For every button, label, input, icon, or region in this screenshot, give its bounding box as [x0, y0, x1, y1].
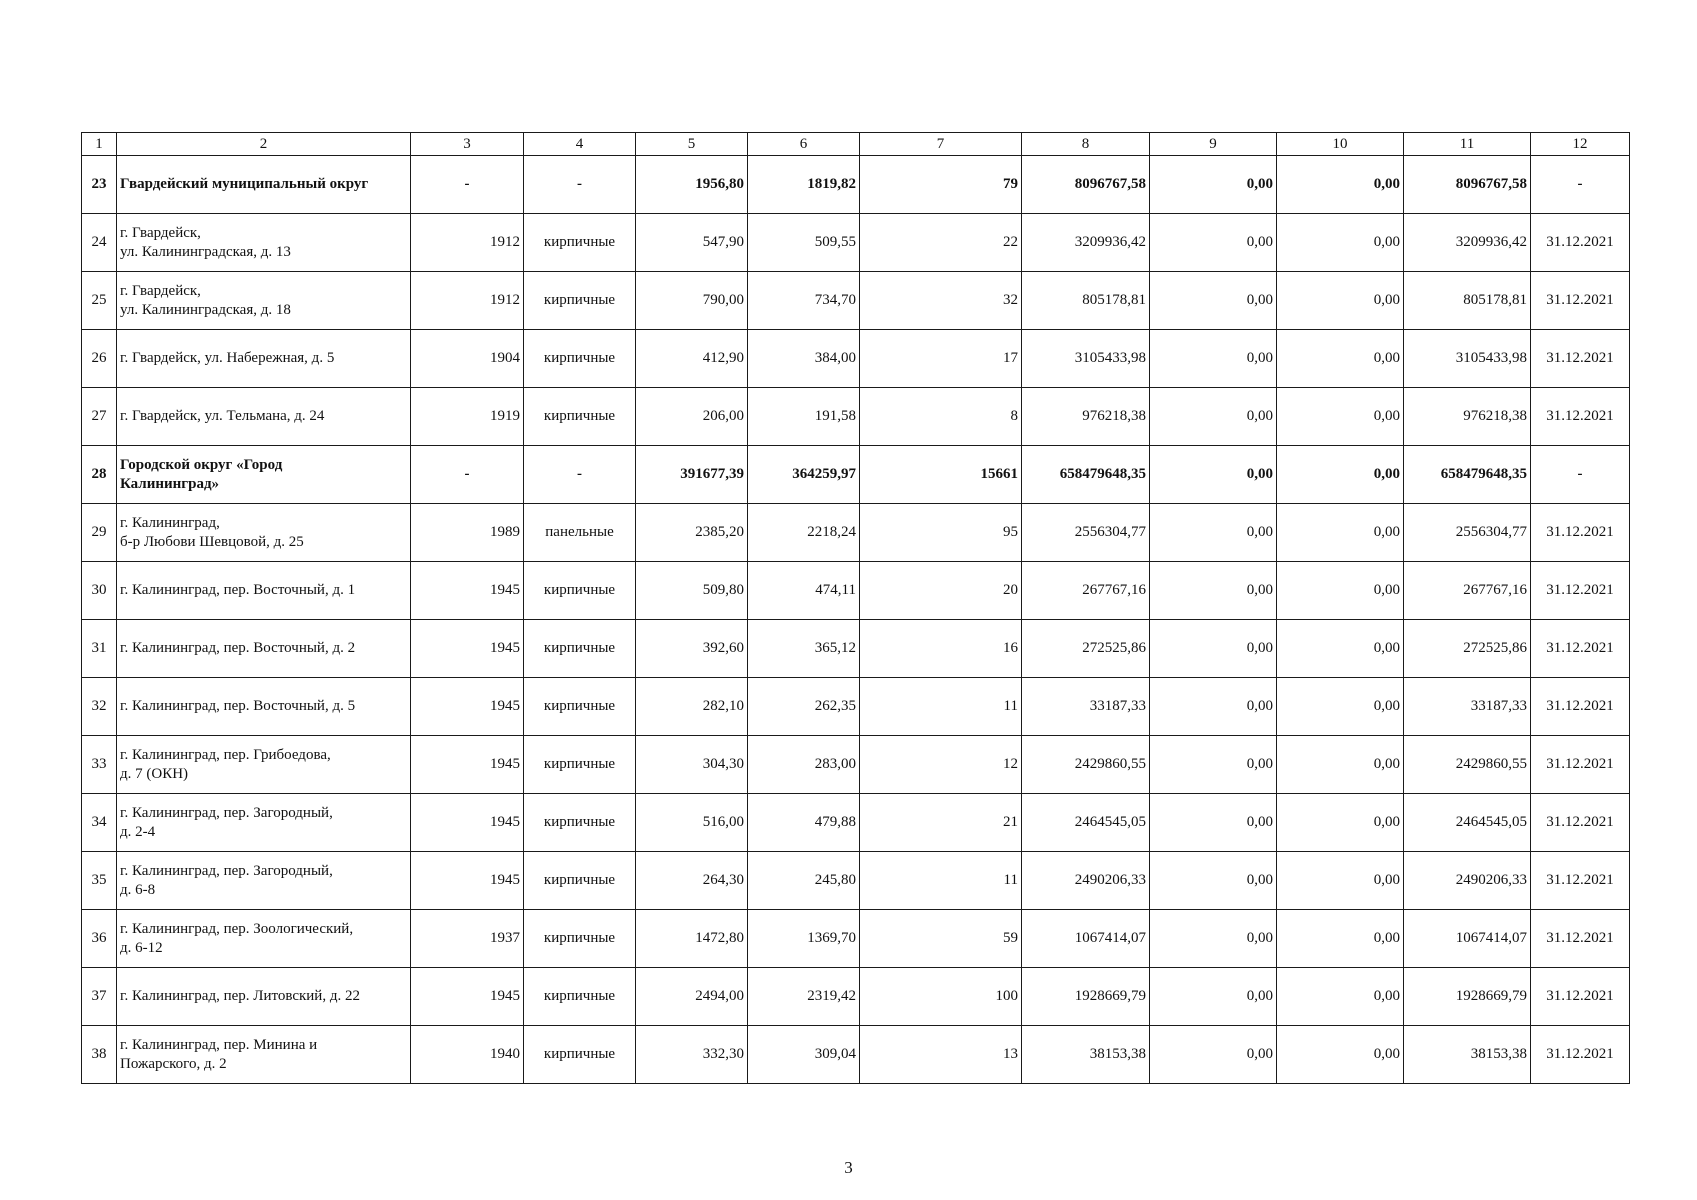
- build-year-cell: 1937: [411, 910, 524, 968]
- build-year-cell: 1945: [411, 678, 524, 736]
- column-8-cell: 976218,38: [1022, 388, 1150, 446]
- column-9-cell: 0,00: [1150, 794, 1277, 852]
- address-cell: г. Калининград, пер. Загородный, д. 6-8: [117, 852, 411, 910]
- wall-material-cell: кирпичные: [524, 620, 636, 678]
- date-cell: 31.12.2021: [1531, 852, 1630, 910]
- column-8-cell: 3105433,98: [1022, 330, 1150, 388]
- column-header: 9: [1150, 133, 1277, 156]
- column-10-cell: 0,00: [1277, 678, 1404, 736]
- column-11-cell: 2556304,77: [1404, 504, 1531, 562]
- column-10-cell: 0,00: [1277, 504, 1404, 562]
- date-cell: 31.12.2021: [1531, 562, 1630, 620]
- wall-material-cell: -: [524, 446, 636, 504]
- column-11-cell: 38153,38: [1404, 1026, 1531, 1084]
- table-row-municipality-total: [82, 446, 1630, 504]
- row-number-cell: 31: [82, 620, 117, 678]
- column-8-cell: 1928669,79: [1022, 968, 1150, 1026]
- address-cell: Городской округ «Город Калининград»: [117, 446, 411, 504]
- column-header: 10: [1277, 133, 1404, 156]
- column-8-cell: 658479648,35: [1022, 446, 1150, 504]
- column-10-cell: 0,00: [1277, 852, 1404, 910]
- column-6-cell: 245,80: [748, 852, 860, 910]
- column-10-cell: 0,00: [1277, 446, 1404, 504]
- column-10-cell: 0,00: [1277, 1026, 1404, 1084]
- column-6-cell: 2319,42: [748, 968, 860, 1026]
- address-cell: г. Гвардейск, ул. Тельмана, д. 24: [117, 388, 411, 446]
- address-cell: Гвардейский муниципальный округ: [117, 156, 411, 214]
- wall-material-cell: кирпичные: [524, 214, 636, 272]
- column-11-cell: 976218,38: [1404, 388, 1531, 446]
- row-number-cell: 33: [82, 736, 117, 794]
- column-6-cell: 474,11: [748, 562, 860, 620]
- address-cell: г. Калининград, пер. Загородный, д. 2-4: [117, 794, 411, 852]
- column-5-cell: 282,10: [636, 678, 748, 736]
- table-row: [82, 330, 1630, 388]
- address-cell: г. Калининград, пер. Восточный, д. 5: [117, 678, 411, 736]
- column-5-cell: 2385,20: [636, 504, 748, 562]
- column-header: 5: [636, 133, 748, 156]
- column-8-cell: 272525,86: [1022, 620, 1150, 678]
- column-header: 4: [524, 133, 636, 156]
- column-11-cell: 1067414,07: [1404, 910, 1531, 968]
- wall-material-cell: кирпичные: [524, 910, 636, 968]
- table-row: [82, 1026, 1630, 1084]
- build-year-cell: 1919: [411, 388, 524, 446]
- date-cell: 31.12.2021: [1531, 1026, 1630, 1084]
- row-number-cell: 34: [82, 794, 117, 852]
- table-row: [82, 620, 1630, 678]
- address-cell: г. Гвардейск, ул. Калининградская, д. 18: [117, 272, 411, 330]
- column-11-cell: 2490206,33: [1404, 852, 1531, 910]
- page-number: 3: [844, 1158, 853, 1177]
- date-cell: 31.12.2021: [1531, 678, 1630, 736]
- address-cell: г. Калининград, пер. Восточный, д. 2: [117, 620, 411, 678]
- column-5-cell: 304,30: [636, 736, 748, 794]
- date-cell: -: [1531, 156, 1630, 214]
- column-5-cell: 392,60: [636, 620, 748, 678]
- column-9-cell: 0,00: [1150, 504, 1277, 562]
- column-6-cell: 384,00: [748, 330, 860, 388]
- column-11-cell: 3105433,98: [1404, 330, 1531, 388]
- column-10-cell: 0,00: [1277, 562, 1404, 620]
- row-number-cell: 36: [82, 910, 117, 968]
- build-year-cell: 1945: [411, 736, 524, 794]
- build-year-cell: 1945: [411, 852, 524, 910]
- row-number-cell: 23: [82, 156, 117, 214]
- column-8-cell: 8096767,58: [1022, 156, 1150, 214]
- address-cell: г. Гвардейск, ул. Калининградская, д. 13: [117, 214, 411, 272]
- column-6-cell: 364259,97: [748, 446, 860, 504]
- column-7-cell: 15661: [860, 446, 1022, 504]
- address-cell: г. Калининград, б-р Любови Шевцовой, д. 25: [117, 504, 411, 562]
- wall-material-cell: кирпичные: [524, 272, 636, 330]
- column-11-cell: 658479648,35: [1404, 446, 1531, 504]
- build-year-cell: -: [411, 156, 524, 214]
- wall-material-cell: кирпичные: [524, 678, 636, 736]
- column-6-cell: 479,88: [748, 794, 860, 852]
- build-year-cell: 1912: [411, 272, 524, 330]
- build-year-cell: 1989: [411, 504, 524, 562]
- column-7-cell: 22: [860, 214, 1022, 272]
- column-9-cell: 0,00: [1150, 1026, 1277, 1084]
- column-8-cell: 2429860,55: [1022, 736, 1150, 794]
- column-6-cell: 2218,24: [748, 504, 860, 562]
- column-7-cell: 16: [860, 620, 1022, 678]
- build-year-cell: 1945: [411, 794, 524, 852]
- date-cell: 31.12.2021: [1531, 388, 1630, 446]
- column-11-cell: 267767,16: [1404, 562, 1531, 620]
- column-9-cell: 0,00: [1150, 214, 1277, 272]
- table-row: [82, 214, 1630, 272]
- column-8-cell: 2556304,77: [1022, 504, 1150, 562]
- column-5-cell: 790,00: [636, 272, 748, 330]
- column-7-cell: 100: [860, 968, 1022, 1026]
- column-9-cell: 0,00: [1150, 736, 1277, 794]
- row-number-cell: 27: [82, 388, 117, 446]
- table-row: [82, 678, 1630, 736]
- table-row: [82, 562, 1630, 620]
- column-11-cell: 33187,33: [1404, 678, 1531, 736]
- table-row: [82, 852, 1630, 910]
- row-number-cell: 32: [82, 678, 117, 736]
- column-8-cell: 2464545,05: [1022, 794, 1150, 852]
- column-6-cell: 734,70: [748, 272, 860, 330]
- column-number-header-row: [82, 133, 1630, 156]
- column-6-cell: 309,04: [748, 1026, 860, 1084]
- column-header: 8: [1022, 133, 1150, 156]
- column-7-cell: 8: [860, 388, 1022, 446]
- column-8-cell: 3209936,42: [1022, 214, 1150, 272]
- wall-material-cell: кирпичные: [524, 1026, 636, 1084]
- table-row: [82, 736, 1630, 794]
- table-row-municipality-total: [82, 156, 1630, 214]
- column-7-cell: 17: [860, 330, 1022, 388]
- column-header: 3: [411, 133, 524, 156]
- date-cell: 31.12.2021: [1531, 330, 1630, 388]
- address-cell: г. Калининград, пер. Литовский, д. 22: [117, 968, 411, 1026]
- column-6-cell: 509,55: [748, 214, 860, 272]
- column-8-cell: 38153,38: [1022, 1026, 1150, 1084]
- column-5-cell: 391677,39: [636, 446, 748, 504]
- column-9-cell: 0,00: [1150, 678, 1277, 736]
- column-header: 7: [860, 133, 1022, 156]
- date-cell: -: [1531, 446, 1630, 504]
- date-cell: 31.12.2021: [1531, 214, 1630, 272]
- column-7-cell: 21: [860, 794, 1022, 852]
- wall-material-cell: панельные: [524, 504, 636, 562]
- column-7-cell: 11: [860, 678, 1022, 736]
- column-7-cell: 11: [860, 852, 1022, 910]
- column-8-cell: 267767,16: [1022, 562, 1150, 620]
- column-6-cell: 262,35: [748, 678, 860, 736]
- build-year-cell: 1912: [411, 214, 524, 272]
- build-year-cell: 1904: [411, 330, 524, 388]
- address-cell: г. Калининград, пер. Зоологический, д. 6-12: [117, 910, 411, 968]
- column-5-cell: 332,30: [636, 1026, 748, 1084]
- column-7-cell: 13: [860, 1026, 1022, 1084]
- wall-material-cell: кирпичные: [524, 852, 636, 910]
- column-9-cell: 0,00: [1150, 968, 1277, 1026]
- column-6-cell: 283,00: [748, 736, 860, 794]
- column-9-cell: 0,00: [1150, 910, 1277, 968]
- table-row: [82, 504, 1630, 562]
- column-11-cell: 8096767,58: [1404, 156, 1531, 214]
- column-10-cell: 0,00: [1277, 968, 1404, 1026]
- column-8-cell: 1067414,07: [1022, 910, 1150, 968]
- date-cell: 31.12.2021: [1531, 910, 1630, 968]
- column-5-cell: 509,80: [636, 562, 748, 620]
- column-5-cell: 1472,80: [636, 910, 748, 968]
- table-row: [82, 272, 1630, 330]
- row-number-cell: 29: [82, 504, 117, 562]
- wall-material-cell: кирпичные: [524, 388, 636, 446]
- column-11-cell: 2464545,05: [1404, 794, 1531, 852]
- column-10-cell: 0,00: [1277, 736, 1404, 794]
- column-5-cell: 2494,00: [636, 968, 748, 1026]
- row-number-cell: 37: [82, 968, 117, 1026]
- column-9-cell: 0,00: [1150, 156, 1277, 214]
- column-10-cell: 0,00: [1277, 794, 1404, 852]
- wall-material-cell: кирпичные: [524, 330, 636, 388]
- column-6-cell: 191,58: [748, 388, 860, 446]
- address-cell: г. Калининград, пер. Грибоедова, д. 7 (ОКН): [117, 736, 411, 794]
- table-row: [82, 388, 1630, 446]
- column-8-cell: 2490206,33: [1022, 852, 1150, 910]
- wall-material-cell: кирпичные: [524, 794, 636, 852]
- column-5-cell: 547,90: [636, 214, 748, 272]
- build-year-cell: 1940: [411, 1026, 524, 1084]
- column-7-cell: 12: [860, 736, 1022, 794]
- column-7-cell: 32: [860, 272, 1022, 330]
- column-header: 6: [748, 133, 860, 156]
- wall-material-cell: кирпичные: [524, 736, 636, 794]
- column-10-cell: 0,00: [1277, 272, 1404, 330]
- column-header: 12: [1531, 133, 1630, 156]
- address-cell: г. Калининград, пер. Минина и Пожарского, д. 2: [117, 1026, 411, 1084]
- address-cell: г. Калининград, пер. Восточный, д. 1: [117, 562, 411, 620]
- row-number-cell: 35: [82, 852, 117, 910]
- column-5-cell: 264,30: [636, 852, 748, 910]
- column-6-cell: 365,12: [748, 620, 860, 678]
- column-6-cell: 1819,82: [748, 156, 860, 214]
- column-7-cell: 59: [860, 910, 1022, 968]
- column-11-cell: 805178,81: [1404, 272, 1531, 330]
- date-cell: 31.12.2021: [1531, 504, 1630, 562]
- row-number-cell: 30: [82, 562, 117, 620]
- build-year-cell: 1945: [411, 562, 524, 620]
- table-row: [82, 968, 1630, 1026]
- date-cell: 31.12.2021: [1531, 620, 1630, 678]
- table-row: [82, 794, 1630, 852]
- column-5-cell: 206,00: [636, 388, 748, 446]
- wall-material-cell: -: [524, 156, 636, 214]
- build-year-cell: -: [411, 446, 524, 504]
- column-10-cell: 0,00: [1277, 620, 1404, 678]
- column-header: 1: [82, 133, 117, 156]
- table-row: [82, 910, 1630, 968]
- data-table: [81, 132, 1630, 1084]
- column-9-cell: 0,00: [1150, 620, 1277, 678]
- date-cell: 31.12.2021: [1531, 736, 1630, 794]
- column-header: 11: [1404, 133, 1531, 156]
- column-11-cell: 272525,86: [1404, 620, 1531, 678]
- column-9-cell: 0,00: [1150, 562, 1277, 620]
- build-year-cell: 1945: [411, 968, 524, 1026]
- column-5-cell: 412,90: [636, 330, 748, 388]
- row-number-cell: 38: [82, 1026, 117, 1084]
- column-5-cell: 1956,80: [636, 156, 748, 214]
- column-10-cell: 0,00: [1277, 388, 1404, 446]
- date-cell: 31.12.2021: [1531, 968, 1630, 1026]
- column-9-cell: 0,00: [1150, 852, 1277, 910]
- column-5-cell: 516,00: [636, 794, 748, 852]
- row-number-cell: 25: [82, 272, 117, 330]
- row-number-cell: 28: [82, 446, 117, 504]
- column-11-cell: 1928669,79: [1404, 968, 1531, 1026]
- row-number-cell: 26: [82, 330, 117, 388]
- table-body: [82, 133, 1630, 1084]
- column-10-cell: 0,00: [1277, 330, 1404, 388]
- column-10-cell: 0,00: [1277, 156, 1404, 214]
- column-9-cell: 0,00: [1150, 272, 1277, 330]
- column-9-cell: 0,00: [1150, 330, 1277, 388]
- column-8-cell: 805178,81: [1022, 272, 1150, 330]
- column-7-cell: 95: [860, 504, 1022, 562]
- column-10-cell: 0,00: [1277, 214, 1404, 272]
- address-cell: г. Гвардейск, ул. Набережная, д. 5: [117, 330, 411, 388]
- wall-material-cell: кирпичные: [524, 968, 636, 1026]
- column-8-cell: 33187,33: [1022, 678, 1150, 736]
- column-6-cell: 1369,70: [748, 910, 860, 968]
- build-year-cell: 1945: [411, 620, 524, 678]
- row-number-cell: 24: [82, 214, 117, 272]
- column-10-cell: 0,00: [1277, 910, 1404, 968]
- column-9-cell: 0,00: [1150, 446, 1277, 504]
- column-11-cell: 2429860,55: [1404, 736, 1531, 794]
- wall-material-cell: кирпичные: [524, 562, 636, 620]
- column-11-cell: 3209936,42: [1404, 214, 1531, 272]
- column-7-cell: 20: [860, 562, 1022, 620]
- column-9-cell: 0,00: [1150, 388, 1277, 446]
- date-cell: 31.12.2021: [1531, 794, 1630, 852]
- date-cell: 31.12.2021: [1531, 272, 1630, 330]
- column-7-cell: 79: [860, 156, 1022, 214]
- column-header: 2: [117, 133, 411, 156]
